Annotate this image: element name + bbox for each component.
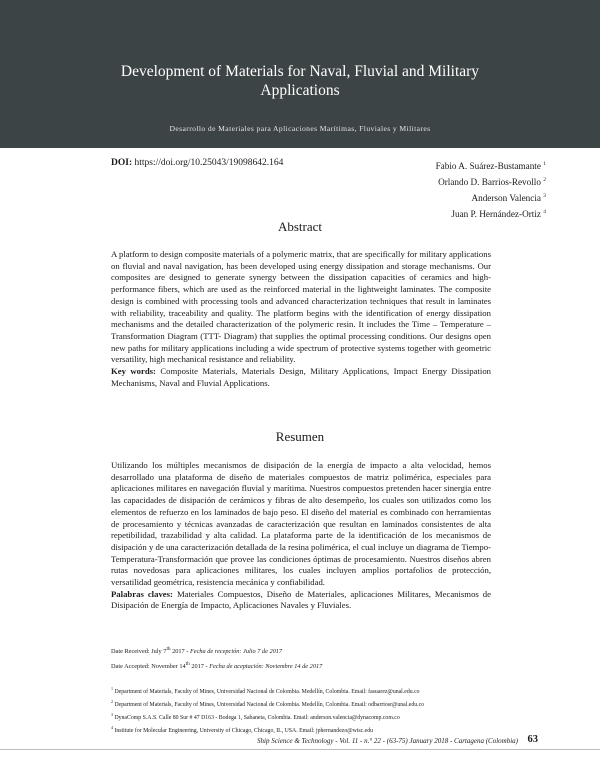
author: Orlando D. Barrios-Revollo $^2$	[438, 177, 546, 188]
resumen-body	[111, 460, 491, 612]
footnote: $^3$ DynaComp S.A.S. Calle 80 Sur # 47 D163 - Bodega 1, Sabaneta, Colombia. Email: anderson.valencia@dynacomp.com.co	[111, 711, 400, 721]
keywords-label: Key words:	[111, 366, 156, 377]
palabras-text: Materiales Compuestos, Diseño de Materiales, aplicaciones Militares, Mecanismos de Disipación de Energía de Impacto, Aplicaciones Navales y Fluviales.	[111, 588, 491, 611]
paper-title: Development of Materials for Naval, Fluvial and Military Applications	[120, 63, 480, 99]
footnotes	[111, 684, 531, 736]
footnote: $^4$ Institute for Molecular Engineering, University of Chicago, Chicago, IL, USA. Email: jphernandezo@wisc.edu	[111, 724, 374, 734]
author-list	[436, 157, 546, 221]
resumen-heading: Resumen	[275, 429, 325, 444]
author: Juan P. Hernández-Ortiz $^4$	[451, 209, 546, 220]
doi-link[interactable]: https://doi.org/10.25043/19098642.164	[134, 158, 284, 168]
date-accepted: Date Accepted: November 14th 2017 - Fecha de aceptación: Noviembre 14 de 2017	[111, 661, 323, 671]
footnote: $^2$ Department of Materials, Faculty of Mines, Universidad Nacional de Colombia. Medellín, Colombia. Email: odbarriosr@unal.edu.co	[111, 698, 425, 708]
resumen-text: Utilizando los múltiples mecanismos de disipación de la energía de impacto a alta velocidad, hemos desarrollado una plataforma de diseño de materiales compuestos de matriz polimérica, especiales para aplicaciones militares en navegación fluvial y marítima. Nuestros compuestos pretenden hacer sinergia entre las capacidades de disipación de cerámicos y fibras de alto desempeño, los cuales son utilizados como los elementos de refuerzo en los laminados de bajo peso. El diseño del material es combinado con herramientas de procesamiento y técnicas avanzadas de caracterización que resultan en laminados consistentes de alta repetibilidad, trazabilidad y alta calidad. La plataforma parte de la identificación de los mecanismos de disipación y de una caracterización detallada de la resina polimérica, el cual incluye un diagrama de Tiempo-Temperatura-Transformación que provee las condiciones óptimas de procesamiento. Nuestros diseños abren rutas novedosas para aplicaciones militares, los cuales incluyen amplios portafolios de protección, versatilidad geométrica, resistencia mecánica y confiabilidad.	[111, 460, 491, 588]
abstract-text: A platform to design composite materials of a polymeric matrix, that are specifically for military applications on fluvial and naval navigation, has been developed using energy dissipation and storage mechanisms. Our composites are designed to generate synergy between the dissipation capacities of ceramics and high-performance fibers, which are used as the reinforced material in the lightweight laminates. The composite design is combined with processing tools and advanced characterization techniques that result in laminates with reliability, traceability and quality. The platform begins with the identification of energy dissipation mechanisms and the detailed characterization of the polymeric resin. It includes the Time – Temperature – Transformation Diagram (TTT- Diagram) that supplies the optimal processing conditions. Our designs open new paths for military applications including a wide spectrum of protective systems together with geometric versatility, high mechanical resistance and reliability.	[111, 249, 491, 365]
header-banner	[0, 0, 600, 148]
paper-subtitle: Desarrollo de Materiales para Aplicaciones Marítimas, Fluviales y Militares	[169, 124, 431, 133]
abstract-body	[111, 249, 491, 389]
author: Fabio A. Suárez-Bustamante $^1$	[435, 161, 546, 172]
keywords-text: Composite Materials, Materials Design, Military Applications, Impact Energy Dissipation Mechanisms, Naval and Fluvial Applications.	[111, 366, 492, 388]
doi-label: DOI:	[111, 158, 133, 168]
footer-divider	[0, 749, 600, 750]
palabras-label: Palabras claves:	[111, 588, 173, 599]
dates-block	[111, 643, 322, 673]
date-received: Date Received: July 7th 2017 - Fecha de recepción: Julio 7 de 2017	[111, 646, 283, 656]
abstract-heading: Abstract	[277, 219, 323, 234]
author: Anderson Valencia $^3$	[471, 193, 546, 204]
footnote: $^1$ Department of Materials, Faculty of Mines, Universidad Nacional de Colombia. Medellín, Colombia. Email: fasuarez@unal.edu.co	[111, 686, 420, 695]
journal-footer: Ship Science & Technology - Vol. 11 - n.° 22 - (63-75) January 2018 - Cartagena (Colombia)	[257, 737, 518, 745]
page-number: 63	[527, 734, 538, 745]
doi-line	[111, 158, 283, 168]
